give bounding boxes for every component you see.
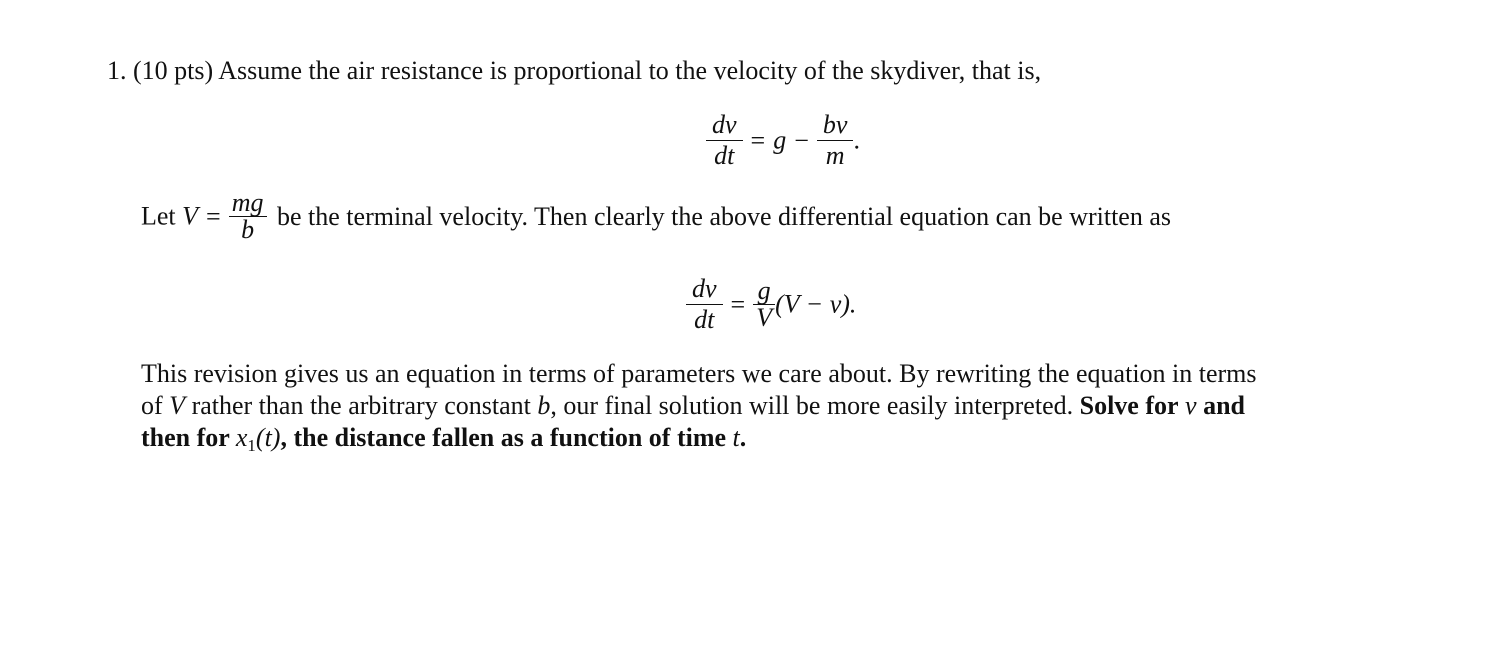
- para-line3-x: x: [235, 423, 248, 452]
- let-prefix: Let: [141, 201, 176, 231]
- paragraph-line-2: [141, 390, 1245, 422]
- para-line1: This revision gives us an equation in terms of parameters we care about. By rewriting the equation in terms: [141, 359, 1257, 388]
- para-line3-tvar: t: [732, 423, 740, 452]
- eq2-rhs-fraction: [753, 278, 775, 331]
- let-rest: be the terminal velocity. Then clearly the above differential equation can be written as: [277, 201, 1171, 231]
- para-line2-b: rather than the arbitrary constant: [191, 391, 531, 420]
- eq1-minus: −: [794, 125, 809, 155]
- let-line: [141, 190, 1171, 243]
- paragraph-line-1: [141, 358, 1257, 390]
- para-line2-v: v: [1185, 391, 1197, 420]
- eq2-lhs-den: dt: [694, 305, 715, 334]
- let-fraction: [229, 190, 267, 243]
- problem-header: [107, 55, 1041, 87]
- let-den: b: [241, 215, 255, 244]
- eq2-lhs-fraction: [686, 274, 723, 335]
- eq2-rhs-den: V: [756, 303, 773, 332]
- eq1-equals: =: [750, 125, 766, 155]
- eq1-lhs-den: dt: [714, 141, 735, 170]
- para-line3-b: , the distance fallen as a function of time: [280, 423, 727, 452]
- equation-2: [686, 274, 856, 335]
- problem-number: 1.: [107, 56, 127, 85]
- para-line2-V: V: [169, 391, 186, 420]
- eq1-period: .: [853, 125, 860, 155]
- eq1-rhs-den: m: [825, 141, 845, 170]
- eq2-equals: =: [730, 289, 746, 319]
- eq1-g: g: [773, 125, 787, 155]
- para-line2-bvar: b: [537, 391, 551, 420]
- paragraph-line-3: [141, 422, 746, 462]
- let-equals: =: [206, 201, 221, 231]
- eq1-lhs-fraction: [706, 110, 743, 171]
- para-line3-a: then for: [141, 423, 230, 452]
- para-line2-c: , our final solution will be more easily interpreted.: [550, 391, 1074, 420]
- eq2-paren: (V − v).: [775, 289, 857, 319]
- let-var: V: [182, 201, 199, 231]
- para-line2-a: of: [141, 391, 163, 420]
- eq1-lhs-num: dv: [706, 110, 743, 141]
- problem-intro: Assume the air resistance is proportional to the velocity of the skydiver, that is,: [218, 56, 1042, 85]
- para-line2-and: and: [1203, 391, 1246, 420]
- para-line3-end: .: [739, 423, 747, 452]
- para-line2-bold: Solve for: [1079, 391, 1179, 420]
- eq2-rhs-num: g: [753, 278, 775, 305]
- para-line3-t: (t): [255, 423, 281, 452]
- eq1-rhs-fraction: [817, 110, 854, 171]
- equation-1: [706, 110, 860, 171]
- eq2-lhs-num: dv: [686, 274, 723, 305]
- eq1-rhs-num: bv: [817, 110, 854, 141]
- let-num: mg: [229, 190, 267, 217]
- problem-points: (10 pts): [133, 56, 214, 85]
- para-line3-sub: 1: [247, 436, 256, 455]
